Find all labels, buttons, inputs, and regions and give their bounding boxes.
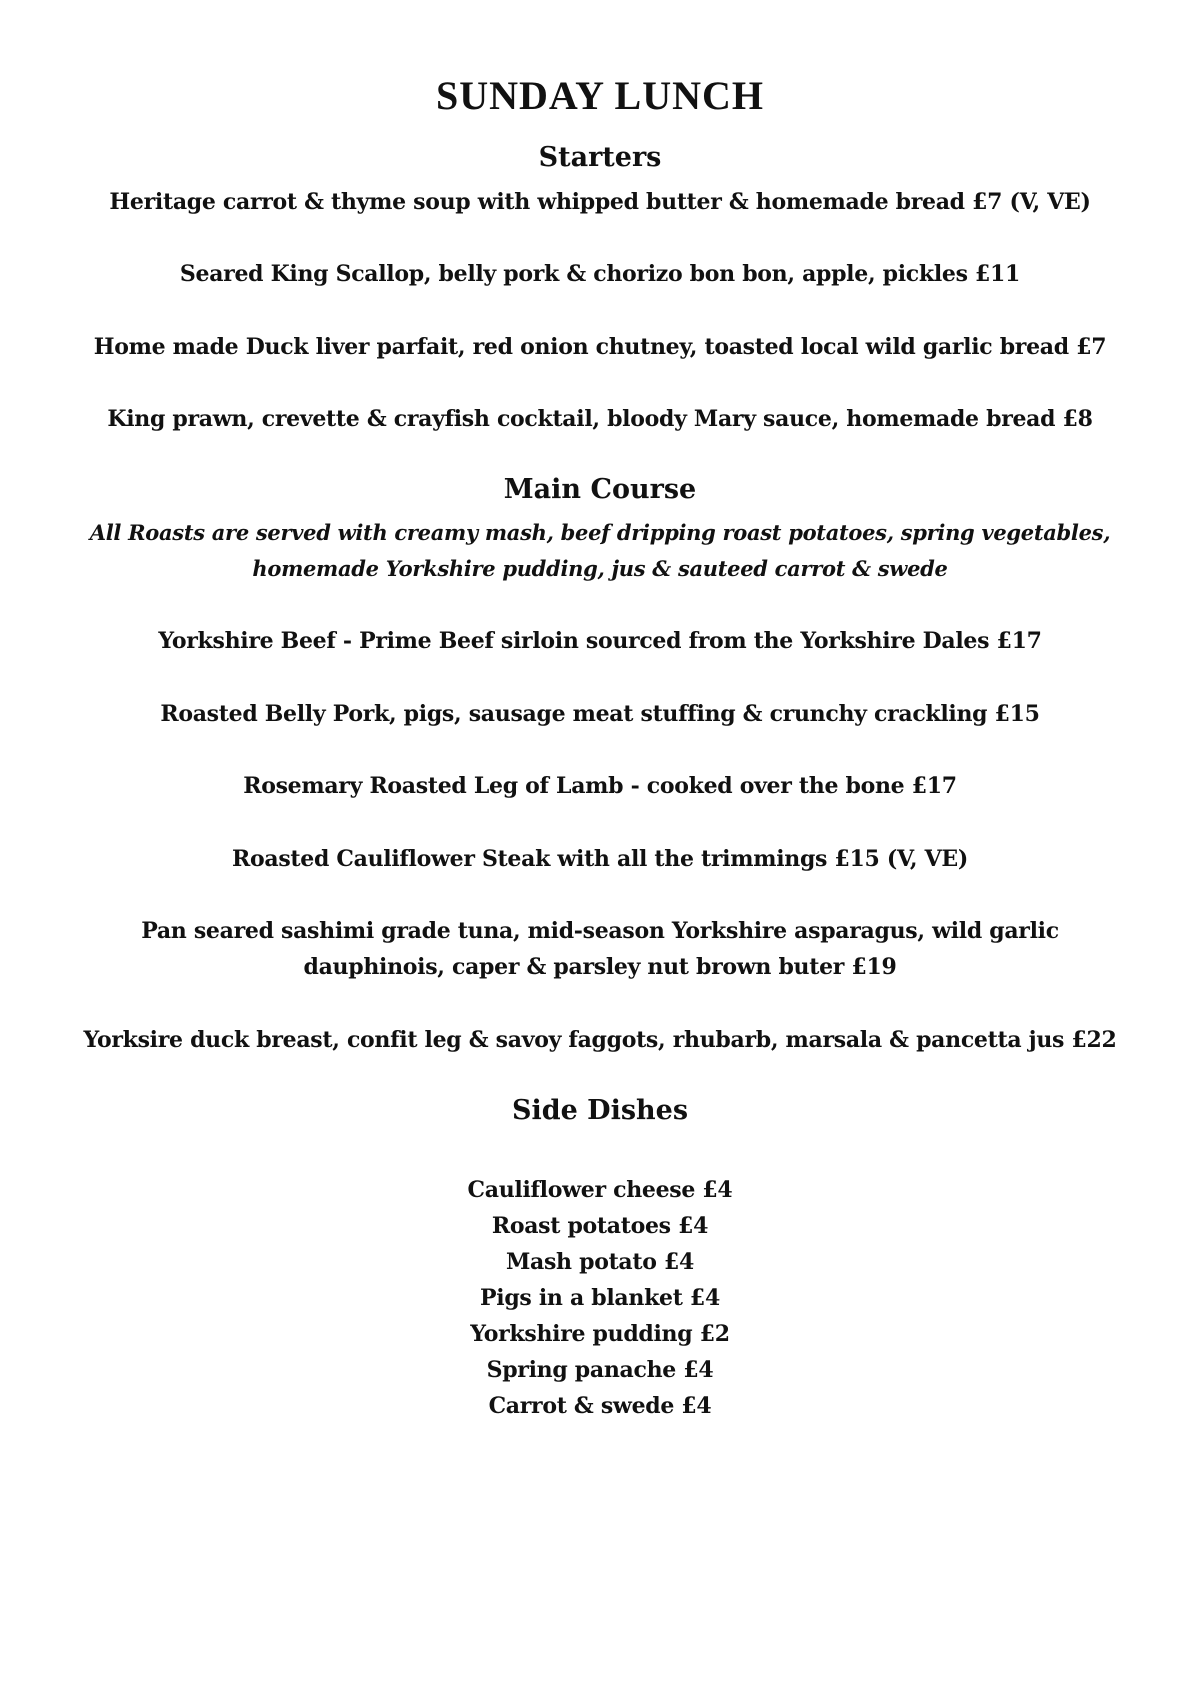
- side-dishes-heading: Side Dishes: [511, 1095, 689, 1126]
- side-item: Spring panache £4: [486, 1357, 714, 1383]
- starter-item: Home made Duck liver parfait, red onion chutney, toasted local wild garlic bread £7: [93, 334, 1107, 360]
- side-item: Yorkshire pudding £2: [470, 1321, 730, 1347]
- roasts-note: All Roasts are served with creamy mash, beef dripping roast potatoes, spring vegetables, homemade Yorkshire pudding, jus & sauteed carrot & swede: [89, 520, 1111, 581]
- starter-item: Heritage carrot & thyme soup with whipped butter & homemade bread £7 (V, VE): [109, 189, 1091, 215]
- main-course-heading: Main Course: [503, 474, 697, 505]
- starters-heading: Starters: [538, 142, 662, 173]
- starter-item: Seared King Scallop, belly pork & chorizo bon bon, apple, pickles £11: [179, 261, 1021, 287]
- page-title: SUNDAY LUNCH: [436, 73, 764, 118]
- main-item: Yorkshire Beef - Prime Beef sirloin sourced from the Yorkshire Dales £17: [158, 628, 1042, 654]
- side-item: Mash potato £4: [505, 1249, 695, 1275]
- side-item: Pigs in a blanket £4: [480, 1285, 720, 1311]
- side-item: Cauliflower cheese £4: [467, 1177, 733, 1203]
- main-item: Pan seared sashimi grade tuna, mid-season Yorkshire asparagus, wild garlic dauphinois, caper & parsley nut brown buter £19: [141, 918, 1059, 980]
- main-item: Rosemary Roasted Leg of Lamb - cooked over the bone £17: [243, 773, 957, 799]
- main-item: Yorksire duck breast, confit leg & savoy faggots, rhubarb, marsala & pancetta jus £22: [83, 1027, 1117, 1053]
- side-dishes-list: [0, 1172, 1200, 1424]
- main-item: Roasted Belly Pork, pigs, sausage meat stuffing & crunchy crackling £15: [160, 701, 1040, 727]
- main-item: Roasted Cauliflower Steak with all the trimmings £15 (V, VE): [232, 846, 968, 872]
- side-item: Roast potatoes £4: [491, 1213, 709, 1239]
- starter-item: King prawn, crevette & crayfish cocktail, bloody Mary sauce, homemade bread £8: [107, 406, 1093, 432]
- side-item: Carrot & swede £4: [488, 1393, 712, 1419]
